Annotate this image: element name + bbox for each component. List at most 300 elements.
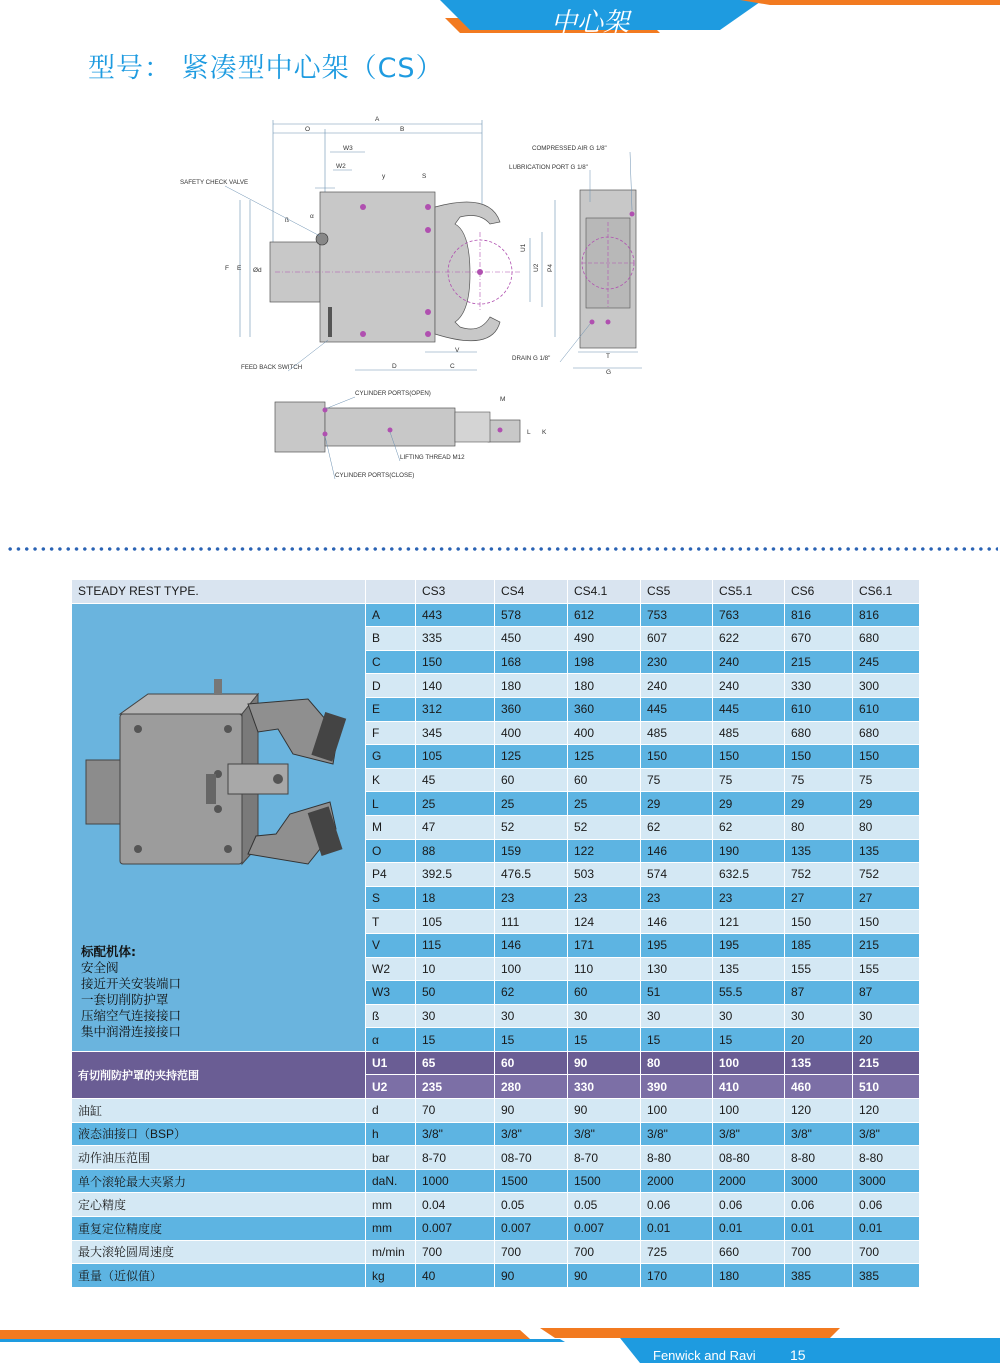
table-cell: 62	[713, 815, 785, 839]
table-cell: 700	[568, 1240, 641, 1264]
row-key: A	[366, 603, 416, 627]
table-cell: 485	[713, 721, 785, 745]
row-key: W3	[366, 981, 416, 1005]
table-cell: 171	[568, 933, 641, 957]
row-unit: daN.	[366, 1169, 416, 1193]
table-cell: 52	[495, 815, 568, 839]
table-cell: 0.01	[641, 1217, 713, 1241]
table-header-cell: CS5.1	[713, 580, 785, 604]
table-cell: 23	[495, 886, 568, 910]
footer-brand: Fenwick and Ravi	[653, 1348, 756, 1363]
table-cell: 150	[785, 745, 853, 769]
table-cell: 240	[713, 650, 785, 674]
table-cell: 345	[416, 721, 495, 745]
table-cell: 245	[853, 650, 920, 674]
table-cell: 3000	[785, 1169, 853, 1193]
table-cell: 150	[641, 745, 713, 769]
table-cell: 135	[785, 1051, 853, 1075]
table-cell: 146	[495, 933, 568, 957]
callout-cylinder-open: CYLINDER PORTS(OPEN)	[355, 390, 431, 397]
table-cell: 75	[853, 768, 920, 792]
table-cell: 752	[853, 863, 920, 887]
standard-equipment-list	[81, 944, 181, 1040]
table-cell: 816	[785, 603, 853, 627]
row-unit: h	[366, 1122, 416, 1146]
row-unit: mm	[366, 1217, 416, 1241]
row-label: 单个滚轮最大夹紧力	[72, 1169, 366, 1193]
table-cell: 360	[568, 697, 641, 721]
table-cell: 8-80	[853, 1146, 920, 1170]
table-cell: 612	[568, 603, 641, 627]
table-cell: 90	[568, 1264, 641, 1288]
table-row	[72, 1264, 920, 1288]
table-cell: 335	[416, 627, 495, 651]
table-cell: 0.007	[568, 1217, 641, 1241]
table-cell: 155	[853, 957, 920, 981]
equipment-item: 压缩空气连接接口	[81, 1007, 182, 1023]
page-title: 型号： 紧凑型中心架（CS）	[88, 53, 444, 84]
table-cell: 240	[713, 674, 785, 698]
table-cell: 700	[416, 1240, 495, 1264]
table-cell: 50	[416, 981, 495, 1005]
table-cell: 55.5	[713, 981, 785, 1005]
table-cell: 87	[853, 981, 920, 1005]
table-cell: 390	[641, 1075, 713, 1099]
svg-text:B: B	[400, 126, 405, 133]
table-cell: 146	[641, 839, 713, 863]
table-cell: 280	[495, 1075, 568, 1099]
svg-text:ß: ß	[285, 217, 289, 224]
table-cell: 3/8"	[568, 1122, 641, 1146]
row-key: U2	[366, 1075, 416, 1099]
table-cell: 60	[568, 768, 641, 792]
row-key: B	[366, 627, 416, 651]
table-cell: 574	[641, 863, 713, 887]
svg-text:K: K	[542, 429, 547, 436]
table-cell: 122	[568, 839, 641, 863]
table-cell: 190	[713, 839, 785, 863]
table-cell: 0.05	[495, 1193, 568, 1217]
table-header-cell: CS6	[785, 580, 853, 604]
svg-text:E: E	[237, 265, 242, 272]
svg-text:y: y	[382, 173, 386, 180]
equipment-heading: 标配机体:	[81, 943, 136, 959]
table-cell: 75	[785, 768, 853, 792]
table-cell: 75	[641, 768, 713, 792]
table-cell: 30	[713, 1004, 785, 1028]
table-cell: 3/8"	[416, 1122, 495, 1146]
table-cell: 0.06	[785, 1193, 853, 1217]
table-row	[72, 1122, 920, 1146]
table-cell: 180	[495, 674, 568, 698]
row-key: P4	[366, 863, 416, 887]
table-cell: 510	[853, 1075, 920, 1099]
table-cell: 8-80	[641, 1146, 713, 1170]
table-cell: 752	[785, 863, 853, 887]
table-cell: 30	[853, 1004, 920, 1028]
table-cell: 0.06	[641, 1193, 713, 1217]
row-key: L	[366, 792, 416, 816]
table-cell: 120	[853, 1099, 920, 1123]
table-cell: 80	[853, 815, 920, 839]
table-cell: 680	[785, 721, 853, 745]
table-cell: 121	[713, 910, 785, 934]
bottom-banner	[0, 1328, 1000, 1363]
svg-text:S: S	[422, 173, 427, 180]
svg-text:T: T	[606, 353, 610, 360]
table-cell: 700	[495, 1240, 568, 1264]
table-cell: 0.06	[853, 1193, 920, 1217]
table-cell: 62	[641, 815, 713, 839]
table-cell: 111	[495, 910, 568, 934]
table-cell: 392.5	[416, 863, 495, 887]
svg-text:L: L	[527, 429, 531, 436]
table-cell: 100	[713, 1099, 785, 1123]
table-cell: 700	[853, 1240, 920, 1264]
svg-text:W3: W3	[343, 145, 353, 152]
table-cell: 670	[785, 627, 853, 651]
table-cell: 400	[568, 721, 641, 745]
table-cell: 0.04	[416, 1193, 495, 1217]
table-cell: 2000	[713, 1169, 785, 1193]
table-cell: 8-70	[416, 1146, 495, 1170]
svg-text:α: α	[310, 213, 314, 220]
row-unit: m/min	[366, 1240, 416, 1264]
table-cell: 27	[785, 886, 853, 910]
row-label: 动作油压范围	[72, 1146, 366, 1170]
row-unit: kg	[366, 1264, 416, 1288]
svg-text:V: V	[455, 347, 460, 354]
table-cell: 485	[641, 721, 713, 745]
table-cell: 1500	[568, 1169, 641, 1193]
table-cell: 578	[495, 603, 568, 627]
table-cell: 146	[641, 910, 713, 934]
table-cell: 130	[641, 957, 713, 981]
table-cell: 816	[853, 603, 920, 627]
table-cell: 29	[785, 792, 853, 816]
table-row	[72, 1217, 920, 1241]
table-cell: 90	[495, 1264, 568, 1288]
row-key: O	[366, 839, 416, 863]
steady-rest-photo	[78, 674, 362, 904]
table-cell: 90	[495, 1099, 568, 1123]
table-cell: 100	[713, 1051, 785, 1075]
table-cell: 150	[785, 910, 853, 934]
callout-lifting-thread: LIFTING THREAD M12	[400, 454, 465, 461]
table-cell: 105	[416, 745, 495, 769]
row-key: G	[366, 745, 416, 769]
table-cell: 140	[416, 674, 495, 698]
table-cell: 607	[641, 627, 713, 651]
svg-text:W2: W2	[336, 163, 346, 170]
table-header-cell: CS4	[495, 580, 568, 604]
table-cell: 115	[416, 933, 495, 957]
callout-drain: DRAIN G 1/8"	[512, 355, 551, 362]
table-row	[72, 1240, 920, 1264]
table-cell: 460	[785, 1075, 853, 1099]
table-cell: 47	[416, 815, 495, 839]
table-cell: 15	[713, 1028, 785, 1052]
top-banner	[0, 0, 1000, 36]
table-cell: 215	[785, 650, 853, 674]
table-cell: 120	[785, 1099, 853, 1123]
dotted-divider	[6, 546, 998, 552]
table-cell: 30	[568, 1004, 641, 1028]
svg-text:O: O	[305, 126, 311, 133]
table-cell: 88	[416, 839, 495, 863]
row-key: C	[366, 650, 416, 674]
table-cell: 3/8"	[495, 1122, 568, 1146]
table-cell: 51	[641, 981, 713, 1005]
table-cell: 100	[641, 1099, 713, 1123]
table-cell: 125	[495, 745, 568, 769]
callout-feed-back-switch: FEED BACK SWITCH	[241, 364, 303, 371]
table-header-cell	[366, 580, 416, 604]
table-cell: 198	[568, 650, 641, 674]
table-cell: 15	[416, 1028, 495, 1052]
callout-compressed-air: COMPRESSED AIR G 1/8"	[532, 145, 607, 152]
table-cell: 0.007	[416, 1217, 495, 1241]
callout-lubrication-port: LUBRICATION PORT G 1/8"	[509, 164, 588, 171]
table-cell: 60	[495, 1051, 568, 1075]
table-cell: 65	[416, 1051, 495, 1075]
table-cell: 476.5	[495, 863, 568, 887]
callout-cylinder-close: CYLINDER PORTS(CLOSE)	[335, 472, 415, 479]
table-cell: 8-80	[785, 1146, 853, 1170]
table-cell: 60	[495, 768, 568, 792]
table-cell: 445	[641, 697, 713, 721]
table-cell: 70	[416, 1099, 495, 1123]
table-cell: 15	[641, 1028, 713, 1052]
row-unit: bar	[366, 1146, 416, 1170]
table-cell: 725	[641, 1240, 713, 1264]
table-cell: 124	[568, 910, 641, 934]
clamp-range-label: 有切削防护罩的夹持范围	[72, 1051, 366, 1098]
technical-drawing	[170, 112, 670, 487]
table-cell: 30	[641, 1004, 713, 1028]
table-cell: 215	[853, 1051, 920, 1075]
svg-text:C: C	[450, 363, 455, 370]
table-row-clamp-range	[72, 1051, 920, 1075]
table-cell: 90	[568, 1051, 641, 1075]
callout-safety-check-valve: SAFETY CHECK VALVE	[180, 179, 249, 186]
table-cell: 135	[713, 957, 785, 981]
table-cell: 08-70	[495, 1146, 568, 1170]
table-cell: 763	[713, 603, 785, 627]
table-cell: 300	[853, 674, 920, 698]
table-row	[72, 1099, 920, 1123]
table-cell: 0.01	[853, 1217, 920, 1241]
table-row	[72, 1193, 920, 1217]
table-cell: 3000	[853, 1169, 920, 1193]
table-cell: 30	[416, 1004, 495, 1028]
table-cell: 52	[568, 815, 641, 839]
table-cell: 159	[495, 839, 568, 863]
table-cell: 170	[641, 1264, 713, 1288]
table-cell: 0.007	[495, 1217, 568, 1241]
row-key: T	[366, 910, 416, 934]
table-cell: 312	[416, 697, 495, 721]
table-row	[72, 1146, 920, 1170]
svg-text:A: A	[375, 116, 380, 123]
table-cell: 3/8"	[713, 1122, 785, 1146]
table-cell: 385	[853, 1264, 920, 1288]
row-label: 重量（近似值）	[72, 1264, 366, 1288]
table-cell: 410	[713, 1075, 785, 1099]
table-cell: 660	[713, 1240, 785, 1264]
svg-text:F: F	[225, 265, 229, 272]
table-header-cell: CS6.1	[853, 580, 920, 604]
table-cell: 240	[641, 674, 713, 698]
table-cell: 753	[641, 603, 713, 627]
table-cell: 0.05	[568, 1193, 641, 1217]
table-cell: 100	[495, 957, 568, 981]
table-cell: 0.01	[713, 1217, 785, 1241]
table-header-cell: CS4.1	[568, 580, 641, 604]
table-cell: 3/8"	[785, 1122, 853, 1146]
table-cell: 195	[713, 933, 785, 957]
row-key: V	[366, 933, 416, 957]
row-key: F	[366, 721, 416, 745]
row-key: K	[366, 768, 416, 792]
table-cell: 62	[495, 981, 568, 1005]
table-cell: 25	[495, 792, 568, 816]
table-cell: 125	[568, 745, 641, 769]
svg-text:U1: U1	[520, 243, 527, 252]
table-cell: 18	[416, 886, 495, 910]
row-unit: mm	[366, 1193, 416, 1217]
row-key: D	[366, 674, 416, 698]
table-cell: 29	[853, 792, 920, 816]
table-cell: 23	[713, 886, 785, 910]
table-row	[72, 1169, 920, 1193]
table-header-cell: CS5	[641, 580, 713, 604]
table-cell: 230	[641, 650, 713, 674]
table-cell: 75	[713, 768, 785, 792]
table-cell: 3/8"	[853, 1122, 920, 1146]
table-cell: 445	[713, 697, 785, 721]
table-cell: 150	[853, 745, 920, 769]
table-cell: 622	[713, 627, 785, 651]
table-row	[72, 603, 920, 627]
table-cell: 10	[416, 957, 495, 981]
table-cell: 3/8"	[641, 1122, 713, 1146]
table-cell: 700	[785, 1240, 853, 1264]
table-cell: 1500	[495, 1169, 568, 1193]
row-label: 重复定位精度度	[72, 1217, 366, 1241]
table-cell: 360	[495, 697, 568, 721]
table-cell: 385	[785, 1264, 853, 1288]
table-cell: 90	[568, 1099, 641, 1123]
table-cell: 20	[853, 1028, 920, 1052]
spec-table	[71, 579, 920, 1288]
table-cell: 30	[495, 1004, 568, 1028]
row-key: α	[366, 1028, 416, 1052]
table-cell: 503	[568, 863, 641, 887]
row-key: S	[366, 886, 416, 910]
row-key: E	[366, 697, 416, 721]
table-cell: 400	[495, 721, 568, 745]
table-cell: 235	[416, 1075, 495, 1099]
table-cell: 330	[568, 1075, 641, 1099]
table-cell: 23	[568, 886, 641, 910]
row-key: U1	[366, 1051, 416, 1075]
table-cell: 610	[785, 697, 853, 721]
table-cell: 105	[416, 910, 495, 934]
table-cell: 80	[785, 815, 853, 839]
table-cell: 180	[713, 1264, 785, 1288]
table-cell: 29	[641, 792, 713, 816]
table-cell: 110	[568, 957, 641, 981]
table-cell: 87	[785, 981, 853, 1005]
table-header-label: STEADY REST TYPE.	[72, 580, 366, 604]
row-label: 定心精度	[72, 1193, 366, 1217]
svg-text:U2: U2	[533, 263, 540, 272]
table-cell: 25	[568, 792, 641, 816]
table-cell: 25	[416, 792, 495, 816]
table-cell: 15	[495, 1028, 568, 1052]
table-cell: 150	[853, 910, 920, 934]
table-cell: 15	[568, 1028, 641, 1052]
table-cell: 0.06	[713, 1193, 785, 1217]
row-key: M	[366, 815, 416, 839]
table-cell: 680	[853, 627, 920, 651]
table-cell: 23	[641, 886, 713, 910]
table-cell: 60	[568, 981, 641, 1005]
table-header-cell: CS3	[416, 580, 495, 604]
row-label: 最大滚轮圆周速度	[72, 1240, 366, 1264]
equipment-item: 接近开关安装端口	[81, 975, 182, 991]
table-cell: 168	[495, 650, 568, 674]
table-cell: 2000	[641, 1169, 713, 1193]
table-cell: 20	[785, 1028, 853, 1052]
product-image-cell	[72, 603, 366, 1051]
table-cell: 08-80	[713, 1146, 785, 1170]
table-cell: 215	[853, 933, 920, 957]
row-label: 油缸	[72, 1099, 366, 1123]
table-header-row	[72, 580, 920, 604]
table-cell: 150	[713, 745, 785, 769]
table-cell: 40	[416, 1264, 495, 1288]
svg-text:M: M	[500, 396, 506, 403]
row-unit: d	[366, 1099, 416, 1123]
svg-text:Ød: Ød	[253, 267, 262, 274]
svg-text:P4: P4	[547, 264, 554, 272]
table-cell: 632.5	[713, 863, 785, 887]
table-cell: 680	[853, 721, 920, 745]
footer-page-number: 15	[790, 1347, 806, 1363]
table-cell: 27	[853, 886, 920, 910]
row-label: 液态油接口（BSP）	[72, 1122, 366, 1146]
table-cell: 80	[641, 1051, 713, 1075]
svg-text:D: D	[392, 363, 397, 370]
table-cell: 330	[785, 674, 853, 698]
table-cell: 0.01	[785, 1217, 853, 1241]
equipment-item: 一套切削防护罩	[81, 991, 169, 1007]
section-title: 中心架	[550, 8, 629, 38]
table-cell: 1000	[416, 1169, 495, 1193]
equipment-item: 集中润滑连接接口	[81, 1023, 182, 1039]
row-key: W2	[366, 957, 416, 981]
table-cell: 45	[416, 768, 495, 792]
equipment-item: 安全阀	[81, 959, 119, 975]
table-cell: 135	[853, 839, 920, 863]
table-cell: 150	[416, 650, 495, 674]
table-cell: 8-70	[568, 1146, 641, 1170]
table-cell: 610	[853, 697, 920, 721]
table-cell: 155	[785, 957, 853, 981]
table-cell: 185	[785, 933, 853, 957]
